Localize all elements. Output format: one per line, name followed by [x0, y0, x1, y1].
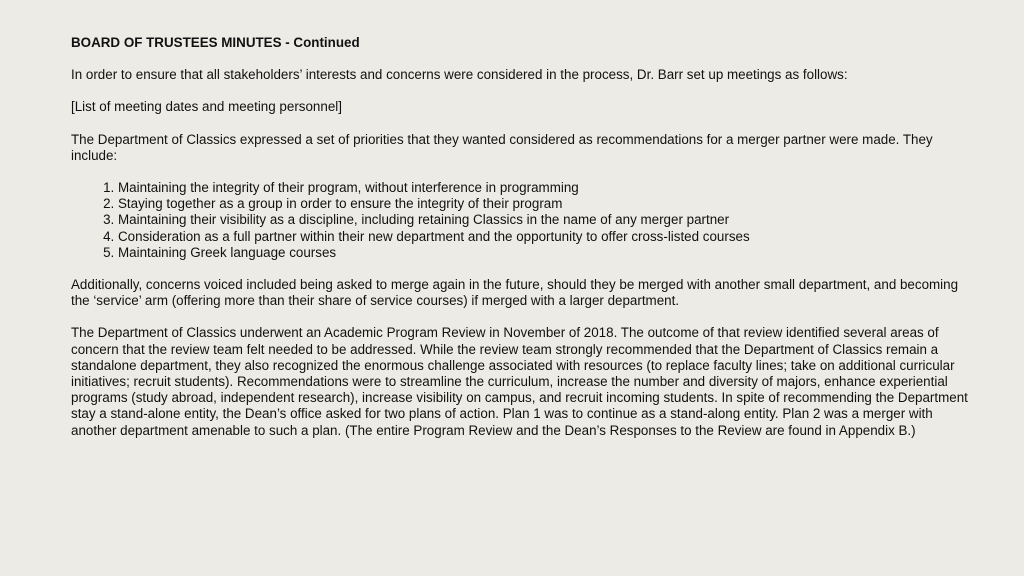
paragraph-program-review: The Department of Classics underwent an Academic Program Review in November of 2018. The outcome of that review identified several areas of concern that the review team felt needed to be addressed. While the review team strongly recommended that the Department of Classics remain a standalone department, they also recognized the enormous challenge associated with resources (to replace faculty lines; take on additional curricular initiatives; recruit students). Recommendations were to streamline the curriculum, increase the number and diversity of majors, enhance experiential programs (study abroad, independent research), increase visibility on campus, and recruit incoming students. In spite of recommending the Department stay a stand-alone entity, the Dean’s office asked for two plans of action. Plan 1 was to continue as a stand-along entity. Plan 2 was a merger with another department amenable to such a plan. (The entire Program Review and the Dean’s Responses to the Review are found in Appendix B.): [71, 325, 968, 438]
paragraph-classics-priorities: The Department of Classics expressed a set of priorities that they wanted considered as recommendations for a merger partner were made. They include:: [71, 131, 933, 163]
list-item: 5. Maintaining Greek language courses: [118, 245, 976, 261]
priorities-list: [71, 180, 976, 261]
document-title: BOARD OF TRUSTEES MINUTES - Continued: [71, 35, 360, 50]
paragraph-stakeholder-meetings: In order to ensure that all stakeholders’ interests and concerns were considered in the process, Dr. Barr set up meetings as follows:: [71, 67, 848, 83]
list-item: 2. Staying together as a group in order to ensure the integrity of their program: [118, 196, 976, 212]
list-item: 1. Maintaining the integrity of their program, without interference in programming: [118, 180, 976, 196]
list-item: 3. Maintaining their visibility as a discipline, including retaining Classics in the name of any merger partner: [118, 212, 976, 228]
meeting-list-placeholder: [List of meeting dates and meeting personnel]: [71, 99, 342, 115]
paragraph-additional-concerns: Additionally, concerns voiced included being asked to merge again in the future, should they be merged with another small department, and becoming the ‘service’ arm (offering more than their share of service courses) if merged with a larger department.: [71, 277, 959, 309]
list-item: 4. Consideration as a full partner within their new department and the opportunity to offer cross-listed courses: [118, 229, 976, 245]
document-body: [71, 35, 976, 455]
